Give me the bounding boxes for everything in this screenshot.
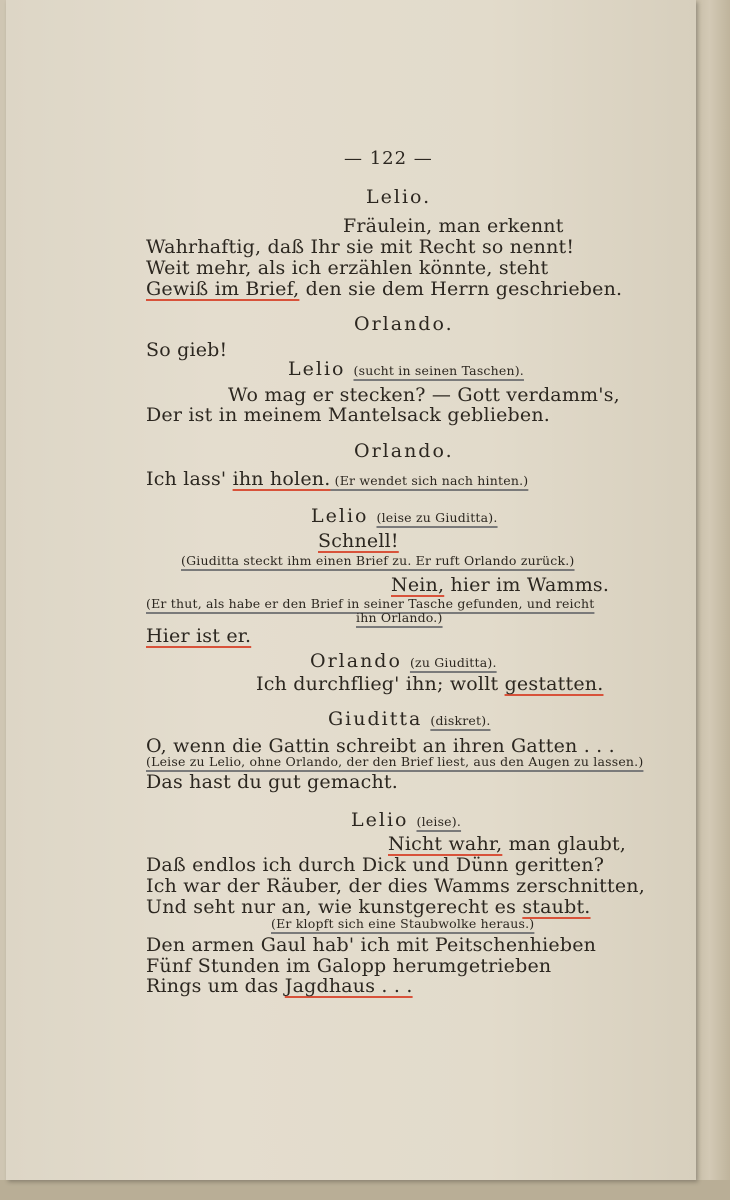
speaker-line bbox=[351, 809, 461, 831]
verse-line bbox=[256, 673, 603, 695]
stage-direction: (leise zu Giuditta). bbox=[376, 510, 498, 525]
underlined-phrase: Hier ist er. bbox=[146, 625, 252, 647]
verse-text: Ich lass' bbox=[146, 468, 233, 490]
verse-line bbox=[146, 975, 413, 997]
speaker-orlando: Orlando. bbox=[354, 313, 454, 335]
underlined-phrase: Jagdhaus . . . bbox=[284, 975, 413, 997]
underlined-phrase: Schnell! bbox=[318, 530, 399, 552]
stage-direction: (Er thut, als habe er den Brief in seiner Tasche gefunden, und reicht bbox=[146, 596, 595, 611]
stage-direction: (leise). bbox=[416, 814, 462, 829]
underlined-phrase: Nein, bbox=[391, 574, 445, 596]
book-page bbox=[6, 0, 696, 1180]
verse-line: O, wenn die Gattin schreibt an ihren Gatten . . . bbox=[146, 735, 615, 757]
stage-direction: (diskret). bbox=[430, 713, 491, 728]
verse-line: Das hast du gut gemacht. bbox=[146, 771, 398, 793]
verse-text: hier im Wamms. bbox=[444, 574, 610, 596]
speaker-lelio: Lelio bbox=[351, 809, 417, 831]
stage-direction: ihn Orlando.) bbox=[356, 610, 443, 625]
verse-line bbox=[388, 833, 626, 855]
verse-line: Wahrhaftig, daß Ihr sie mit Recht so nennt! bbox=[146, 236, 575, 258]
verse-text: Ich durchflieg' ihn; wollt bbox=[256, 673, 505, 695]
verse-line: Der ist in meinem Mantelsack geblieben. bbox=[146, 404, 551, 426]
underlined-phrase: gestatten. bbox=[504, 673, 604, 695]
speaker-lelio: Lelio bbox=[288, 358, 354, 380]
verse-line: Weit mehr, als ich erzählen könnte, steht bbox=[146, 257, 549, 279]
stage-direction: (sucht in seinen Taschen). bbox=[353, 363, 524, 378]
stage-direction: (zu Giuditta). bbox=[409, 655, 497, 670]
speaker-line bbox=[311, 505, 498, 527]
verse-text: Und seht nur an, wie kunstgerecht es bbox=[146, 896, 523, 918]
verse-line bbox=[391, 574, 609, 596]
speaker-orlando: Orlando. bbox=[354, 440, 454, 462]
speaker-orlando: Orlando bbox=[310, 650, 410, 672]
page-edge-right bbox=[696, 0, 730, 1200]
page-edge-bottom bbox=[0, 1180, 730, 1200]
underlined-phrase: ihn holen. bbox=[232, 468, 331, 490]
speaker-lelio: Lelio. bbox=[366, 186, 432, 208]
verse-text: Rings um das bbox=[146, 975, 285, 997]
verse-text: den sie dem Herrn geschrieben. bbox=[299, 278, 623, 300]
verse-line: Wo mag er stecken? — Gott verdamm's, bbox=[228, 384, 620, 406]
underlined-phrase: Nicht wahr, bbox=[388, 833, 503, 855]
stage-direction: (Leise zu Lelio, ohne Orlando, der den Brief liest, aus den Augen zu lassen.) bbox=[146, 754, 644, 769]
verse-text: man glaubt, bbox=[502, 833, 627, 855]
stage-direction: (Er klopft sich eine Staubwolke heraus.) bbox=[271, 916, 535, 931]
verse-line: So gieb! bbox=[146, 339, 228, 361]
verse-line bbox=[146, 278, 622, 300]
speaker-line bbox=[310, 650, 497, 672]
verse-line: Fräulein, man erkennt bbox=[343, 215, 564, 237]
underlined-phrase: staubt. bbox=[522, 896, 591, 918]
verse-line: Daß endlos ich durch Dick und Dünn geritten? bbox=[146, 854, 605, 876]
verse-line bbox=[146, 468, 528, 490]
speaker-lelio: Lelio bbox=[311, 505, 377, 527]
stage-direction: (Er wendet sich nach hinten.) bbox=[330, 473, 529, 488]
verse-line: Den armen Gaul hab' ich mit Peitschenhieben bbox=[146, 934, 597, 956]
speaker-giuditta: Giuditta bbox=[328, 708, 431, 730]
page-number: — 122 — bbox=[344, 148, 433, 169]
speaker-line bbox=[328, 708, 491, 730]
underlined-phrase: Gewiß im Brief, bbox=[146, 278, 300, 300]
verse-line: Ich war der Räuber, der dies Wamms zerschnitten, bbox=[146, 875, 645, 897]
speaker-line bbox=[288, 358, 524, 380]
verse-line bbox=[146, 896, 591, 918]
verse-line: Fünf Stunden im Galopp herumgetrieben bbox=[146, 955, 552, 977]
stage-direction: (Giuditta steckt ihm einen Brief zu. Er ruft Orlando zurück.) bbox=[181, 553, 575, 568]
